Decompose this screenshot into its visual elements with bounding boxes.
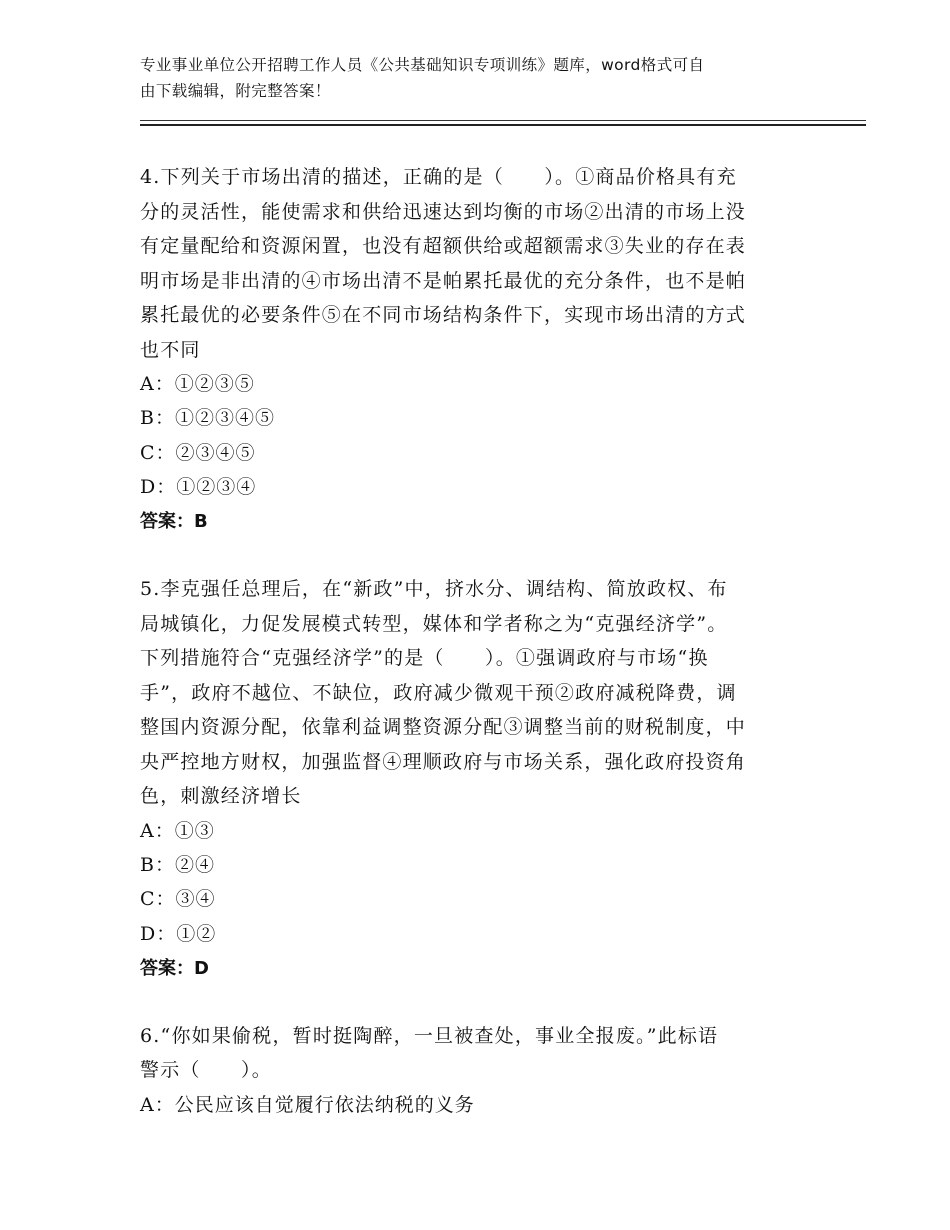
- stem-line: 累托最优的必要条件⑤在不同市场结构条件下，实现市场出清的方式: [140, 304, 747, 326]
- header-line: 由下载编辑，附完整答案！: [140, 82, 331, 100]
- document-header: [140, 52, 810, 104]
- question-stem: [140, 572, 800, 814]
- option-d: D：①②③④: [140, 475, 257, 498]
- answer-label: 答案：D: [140, 957, 209, 979]
- stem-line: 色，刺激经济增长: [140, 785, 302, 808]
- stem-line: 警示（ ）。: [140, 1059, 272, 1082]
- question-4: [140, 160, 800, 539]
- option-d: D：①②: [140, 922, 217, 945]
- question-6: [140, 1019, 800, 1122]
- header-divider-thick: [140, 124, 866, 126]
- stem-line: 整国内资源分配，依靠利益调整资源分配③调整当前的财税制度，中: [140, 716, 747, 739]
- header-line: 专业事业单位公开招聘工作人员《公共基础知识专项训练》题库，word格式可自: [140, 56, 705, 74]
- option-b: B：②④: [140, 853, 215, 876]
- option-list: [140, 1088, 800, 1122]
- stem-line: 5.李克强任总理后，在“新政”中，挤水分、调结构、简放政权、布: [140, 578, 728, 601]
- stem-line: 6.“你如果偷税，暂时挺陶醉，一旦被查处，事业全报废。”此标语: [140, 1024, 719, 1047]
- stem-line: 分的灵活性，能使需求和供给迅速达到均衡的市场②出清的市场上没: [140, 200, 747, 223]
- option-a: A：公民应该自觉履行依法纳税的义务: [140, 1093, 475, 1116]
- stem-line: 下列措施符合“克强经济学”的是（ ）。①强调政府与市场“换: [140, 647, 709, 670]
- question-list: [140, 160, 800, 1155]
- header-divider: [140, 120, 866, 121]
- question-stem: [140, 1019, 800, 1088]
- answer-label: 答案：B: [140, 511, 208, 533]
- stem-line: 局城镇化，力促发展模式转型，媒体和学者称之为“克强经济学”。: [140, 612, 728, 635]
- question-5: [140, 572, 800, 986]
- option-a: A：①②③⑤: [140, 373, 255, 395]
- question-stem: [140, 160, 800, 367]
- stem-line: 手”，政府不越位、不缺位，政府减少微观干预②政府减税降费，调: [140, 681, 737, 704]
- stem-line: 央严控地方财权，加强监督④理顺政府与市场关系，强化政府投资角: [140, 750, 747, 773]
- stem-line: 4.下列关于市场出清的描述，正确的是（ ）。①商品价格具有充: [140, 166, 737, 188]
- stem-line: 明市场是非出清的④市场出清不是帕累托最优的充分条件，也不是帕: [140, 269, 747, 292]
- option-list: [140, 814, 800, 951]
- option-b: B：①②③④⑤: [140, 407, 275, 430]
- option-c: C：②③④⑤: [140, 441, 256, 464]
- option-list: [140, 367, 800, 504]
- stem-line: 有定量配给和资源闲置，也没有超额供给或超额需求③失业的存在表: [140, 235, 747, 257]
- option-c: C：③④: [140, 888, 216, 911]
- option-a: A：①③: [140, 819, 215, 842]
- stem-line: 也不同: [140, 338, 201, 361]
